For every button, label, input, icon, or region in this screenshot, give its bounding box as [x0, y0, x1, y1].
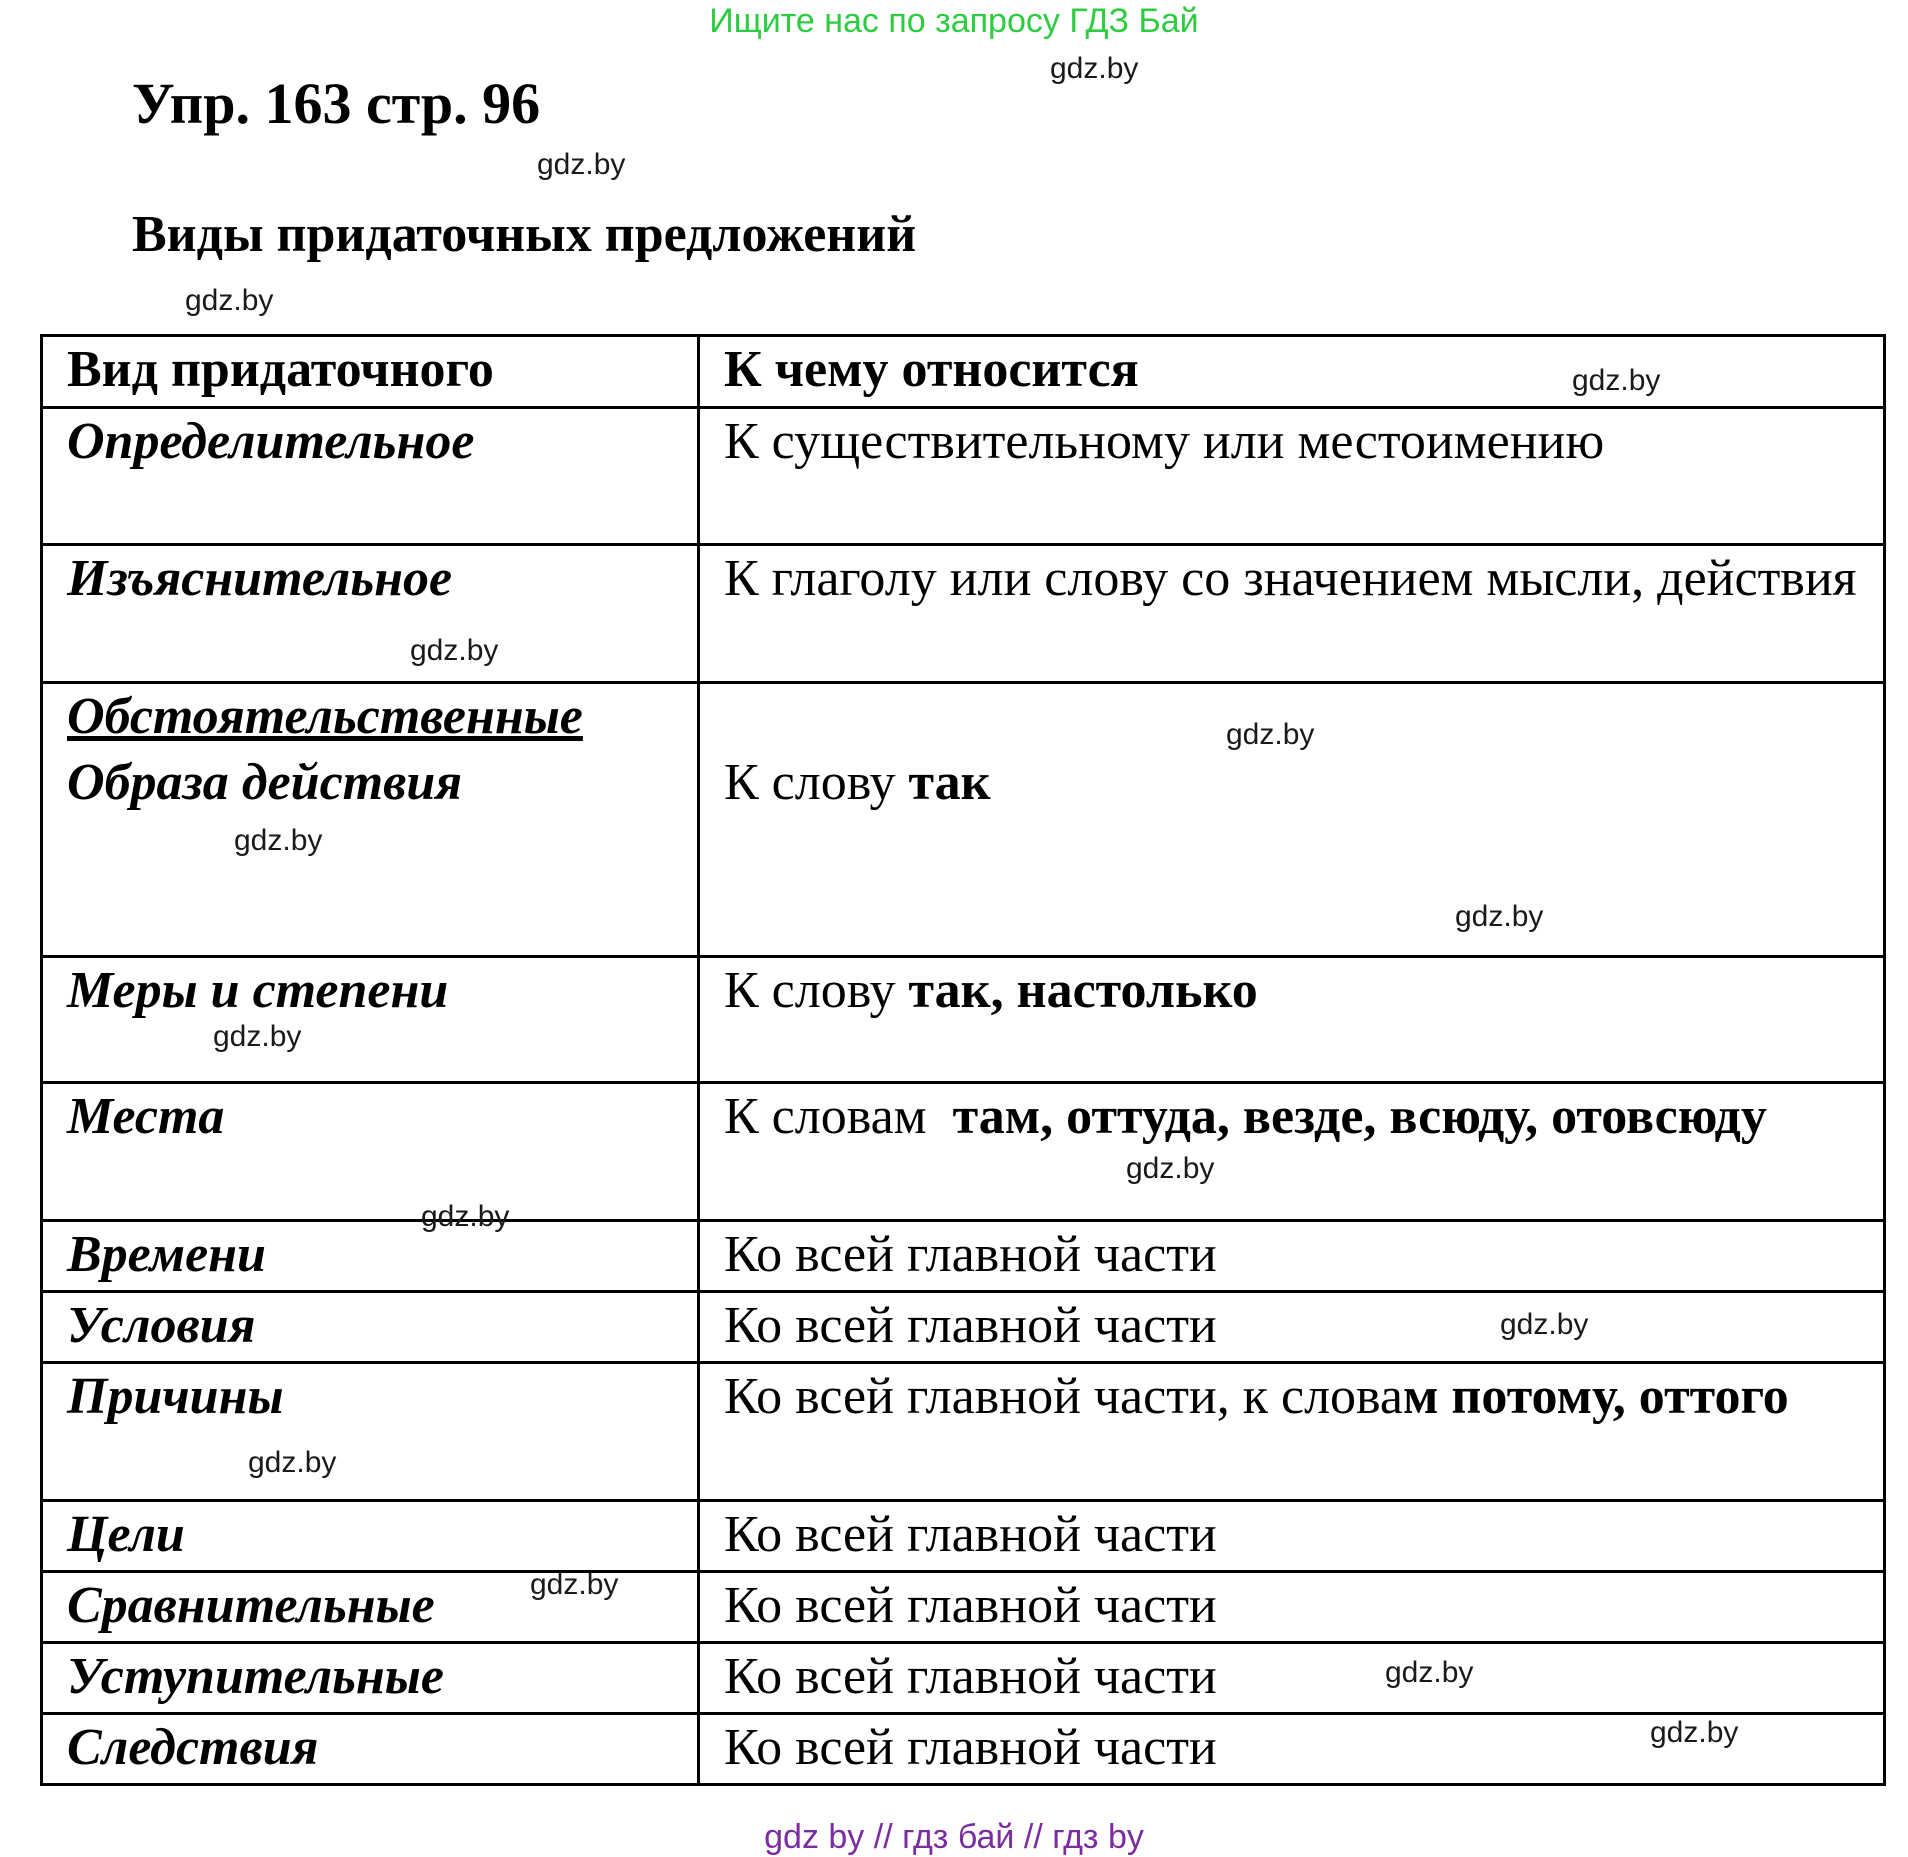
- row-relates: [699, 1363, 1885, 1501]
- row-type-group: [42, 683, 699, 957]
- watermark: gdz.by: [1385, 1656, 1474, 1689]
- table-row: [42, 1221, 1885, 1292]
- table-row: [42, 1292, 1885, 1363]
- header-relates: К чему относится: [699, 336, 1885, 408]
- watermark: gdz.by: [530, 1568, 619, 1601]
- row-type: Меры и степени: [42, 957, 699, 1083]
- watermark: gdz.by: [248, 1446, 337, 1479]
- row-relates: Ко всей главной части: [699, 1292, 1885, 1363]
- table-row: [42, 1572, 1885, 1643]
- watermark: gdz.by: [1050, 52, 1139, 85]
- footer-links: gdz by // гдз бай // гдз by: [764, 1818, 1144, 1856]
- row-type: Причины: [42, 1363, 699, 1501]
- row-type: Изъяснительное: [42, 545, 699, 683]
- row-relates-keyword: м потому, оттого: [1403, 1368, 1789, 1425]
- row-type: Уступительные: [42, 1643, 699, 1714]
- table-row: [42, 683, 1885, 957]
- watermark: gdz.by: [1572, 364, 1661, 397]
- watermark: gdz.by: [410, 634, 499, 667]
- search-banner: Ищите нас по запросу ГДЗ Бай: [709, 2, 1199, 40]
- row-relates: [699, 957, 1885, 1083]
- row-type: Условия: [42, 1292, 699, 1363]
- watermark: gdz.by: [1650, 1716, 1739, 1749]
- clauses-table: [40, 334, 1886, 1786]
- row-relates-keyword: так, настолько: [908, 962, 1258, 1019]
- row-relates: Ко всей главной части: [699, 1572, 1885, 1643]
- table-row: [42, 408, 1885, 545]
- table-row: [42, 1643, 1885, 1714]
- table-row: [42, 1714, 1885, 1785]
- watermark: gdz.by: [421, 1200, 510, 1233]
- watermark: gdz.by: [1126, 1152, 1215, 1185]
- row-relates: Ко всей главной части: [699, 1221, 1885, 1292]
- header-type: Вид придаточного: [42, 336, 699, 408]
- table-row: [42, 545, 1885, 683]
- page-subtitle: Виды придаточных предложений: [132, 206, 917, 263]
- row-relates-text: К словам: [724, 1088, 953, 1145]
- watermark: gdz.by: [185, 284, 274, 317]
- row-relates-keyword: так: [908, 754, 991, 811]
- row-type: Следствия: [42, 1714, 699, 1785]
- table-row: [42, 957, 1885, 1083]
- row-type: Сравнительные: [42, 1572, 699, 1643]
- row-relates: Ко всей главной части: [699, 1501, 1885, 1572]
- row-type: Места: [42, 1083, 699, 1221]
- table-row: [42, 1083, 1885, 1221]
- watermark: gdz.by: [537, 148, 626, 181]
- row-relates: [699, 1083, 1885, 1221]
- row-relates: Ко всей главной части: [699, 1643, 1885, 1714]
- row-relates-text: К слову: [724, 754, 909, 811]
- table-row: [42, 1501, 1885, 1572]
- row-relates-keyword: там, оттуда, везде, всюду, отовсюду: [952, 1088, 1767, 1145]
- row-relates: К глаголу или слову со значением мысли, действия: [699, 545, 1885, 683]
- row-type: Цели: [42, 1501, 699, 1572]
- watermark: gdz.by: [234, 824, 323, 857]
- row-type: Времени: [42, 1221, 699, 1292]
- row-relates-text: Ко всей главной части, к слова: [724, 1368, 1403, 1425]
- watermark: gdz.by: [213, 1020, 302, 1053]
- row-type: Определительное: [42, 408, 699, 545]
- row-relates: Ко всей главной части: [699, 1714, 1885, 1785]
- row-relates-text: К слову: [724, 962, 909, 1019]
- watermark: gdz.by: [1226, 718, 1315, 751]
- row-type-heading: Обстоятельственные: [67, 688, 583, 745]
- watermark: gdz.by: [1455, 900, 1544, 933]
- page-title: Упр. 163 стр. 96: [132, 71, 541, 136]
- row-type: Образа действия: [67, 754, 463, 811]
- row-relates: К существительному или местоимению: [699, 408, 1885, 545]
- watermark: gdz.by: [1500, 1308, 1589, 1341]
